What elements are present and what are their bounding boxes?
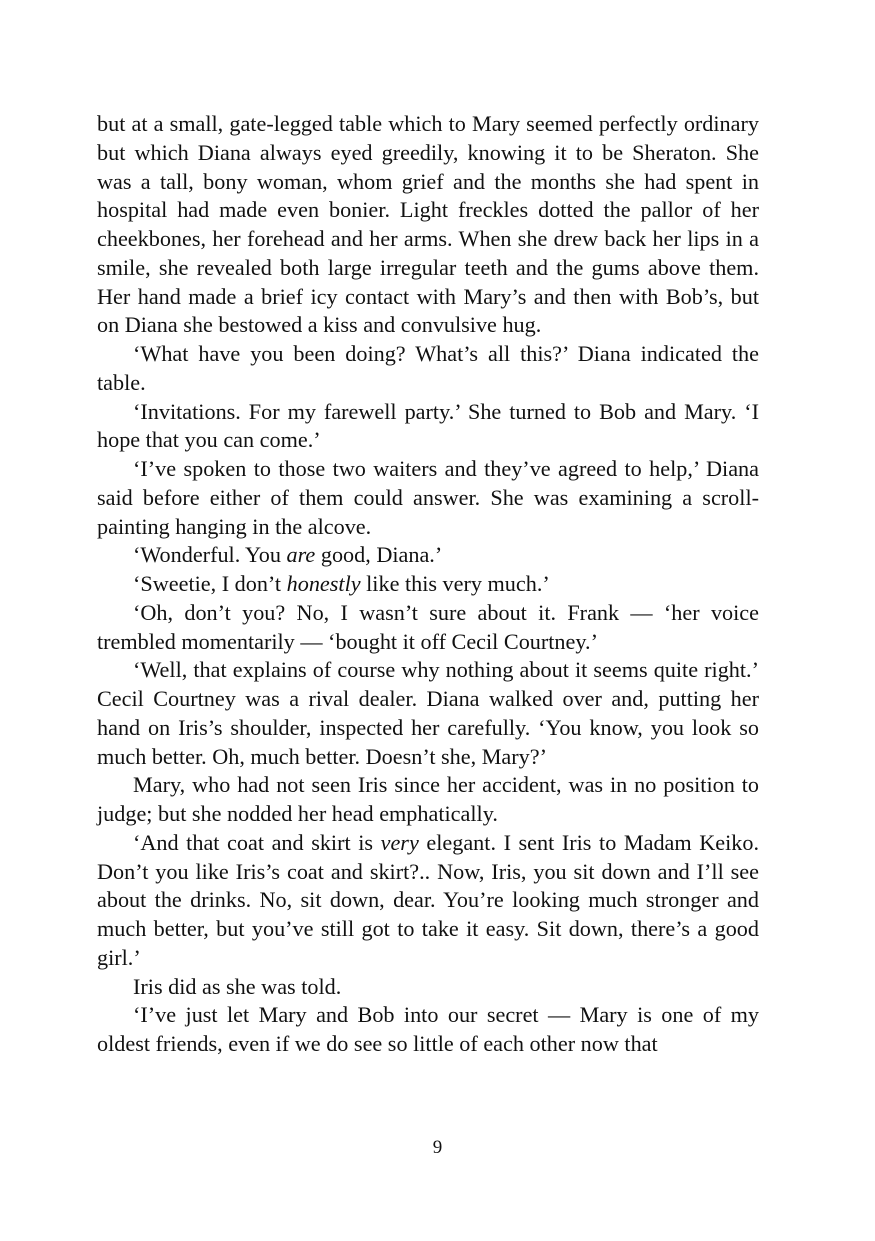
text-run: ‘Invitations. For my farewell party.’ She turned to Bob and Mary. ‘I hope that you can come.’ [97, 398, 759, 453]
page-number: 9 [432, 1137, 443, 1158]
paragraph [97, 829, 759, 973]
page-body [97, 110, 759, 1059]
italic-text: honestly [286, 571, 361, 596]
text-run: Iris did as she was told. [133, 973, 342, 999]
paragraph [97, 455, 759, 541]
paragraph [97, 973, 759, 1002]
text-run: but at a small, gate-legged table which to Mary seemed perfectly ordinary but which Diana always eyed greedily, knowing it to be Sheraton. She was a tall, bony woman, whom grief and the months she had spent in hospital had made even bonier. Light freckles dotted the pallor of her cheekbones, her forehead and her arms. When she drew back her lips in a smile, she revealed both large irregular teeth and the gums above them. Her hand made a brief icy contact with Mary’s and then with Bob’s, but on Diana she bestowed a kiss and convulsive hug. [97, 111, 759, 338]
italic-text: very [380, 829, 419, 855]
paragraph [97, 340, 759, 398]
paragraph [97, 570, 759, 599]
text-run: ‘And that coat and skirt is [133, 829, 381, 855]
text-run: good, Diana.’ [315, 542, 443, 568]
text-run: like this very much.’ [360, 571, 550, 596]
text-run: ‘I’ve just let Mary and Bob into our secret — Mary is one of my oldest friends, even if we do see so little of each other now that [97, 1002, 759, 1056]
text-run: ‘Oh, don’t you? No, I wasn’t sure about it. Frank — ‘her voice trembled momentarily — ‘bought it off Cecil Courtney.’ [97, 599, 759, 654]
paragraph [97, 110, 759, 340]
paragraph [97, 656, 759, 771]
text-run: ‘Well, that explains of course why nothing about it seems quite right.’ Cecil Courtney was a rival dealer. Diana walked over and, putting her hand on Iris’s shoulder, inspected her carefully. ‘You know, you look so much better. Oh, much better. Doesn’t she, Mary?’ [97, 657, 759, 769]
italic-text: are [286, 542, 316, 568]
paragraph [97, 1001, 759, 1059]
paragraph [97, 541, 759, 570]
text-run: ‘What have you been doing? What’s all this?’ Diana indicated the table. [97, 341, 759, 395]
text-run: Mary, who had not seen Iris since her accident, was in no position to judge; but she nodded her head emphatically. [97, 772, 759, 826]
paragraph [97, 599, 759, 657]
text-run: ‘Wonderful. You [133, 542, 287, 568]
text-run: elegant. I sent Iris to Madam Keiko. Don’t you like Iris’s coat and skirt?.. Now, Iris, you sit down and I’ll see about the drinks. No, sit down, dear. You’re looking much stronger and much better, but you’ve still got to take it easy. Sit down, there’s a good girl.’ [97, 829, 759, 970]
text-run: ‘I’ve spoken to those two waiters and they’ve agreed to help,’ Diana said before either of them could answer. She was examining a scroll-painting hanging in the alcove. [97, 456, 759, 539]
paragraph [97, 398, 759, 456]
text-run: ‘Sweetie, I don’t [133, 571, 287, 596]
paragraph [97, 771, 759, 829]
